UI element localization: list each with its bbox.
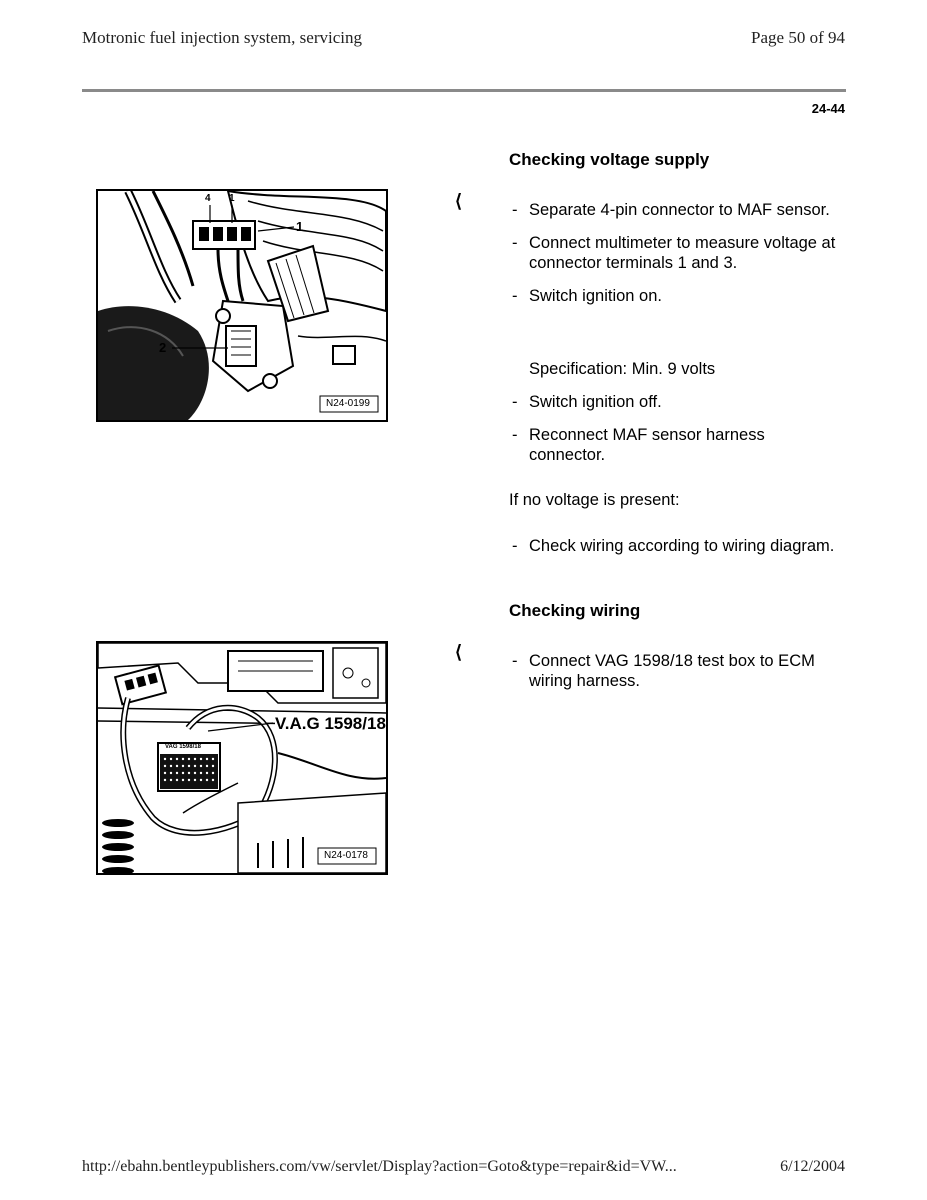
box-label: VAG 1598/18 (165, 744, 201, 750)
figure-maf-connector (96, 189, 388, 422)
callout-2: 2 (159, 340, 167, 355)
voltage-steps-list (509, 200, 839, 306)
header-divider (82, 89, 846, 92)
heading-checking-wiring: Checking wiring (509, 601, 641, 620)
list-item: - Connect multimeter to measure voltage at connector terminals 1 and 3. (512, 234, 836, 272)
figure-code: N24-0178 (324, 850, 368, 861)
section-code: 24-44 (811, 101, 845, 116)
footer-url: http://ebahn.bentleypublishers.com/vw/servlet/Display?action=Goto&type=repair&id=VW... (82, 1158, 677, 1175)
condition-text: If no voltage is present: (509, 491, 680, 509)
voltage-steps-list-2 (509, 392, 839, 465)
list-item: - Connect VAG 1598/18 test box to ECM wiring harness. (512, 652, 815, 690)
list-item: - Switch ignition on. (512, 287, 662, 305)
specification-text: Specification: Min. 9 volts (529, 360, 716, 378)
test-box-illustration (98, 643, 386, 873)
list-item: - Check wiring according to wiring diagram. (512, 537, 835, 555)
pin-label-4: 4 (205, 193, 211, 204)
tool-label: V.A.G 1598/18 (275, 714, 386, 733)
list-item: - Separate 4-pin connector to MAF sensor. (512, 201, 830, 219)
footer-date: 6/12/2004 (780, 1158, 845, 1175)
wiring-steps-list (509, 651, 839, 691)
heading-checking-voltage-supply: Checking voltage supply (509, 150, 710, 169)
list-item: - Reconnect MAF sensor harness connector. (512, 426, 765, 464)
figure-test-box (96, 641, 388, 875)
arrow-pointer-icon: ⟨ (455, 191, 463, 211)
arrow-pointer-icon: ⟨ (455, 642, 463, 662)
figure-code: N24-0199 (326, 398, 370, 409)
page-number: Page 50 of 94 (751, 28, 845, 47)
pin-label-1: 1 (229, 193, 235, 204)
document-title: Motronic fuel injection system, servicing (82, 28, 362, 47)
list-item: - Switch ignition off. (512, 393, 662, 411)
condition-steps-list (509, 536, 839, 556)
callout-1: 1 (296, 219, 304, 234)
maf-connector-illustration (98, 191, 386, 420)
